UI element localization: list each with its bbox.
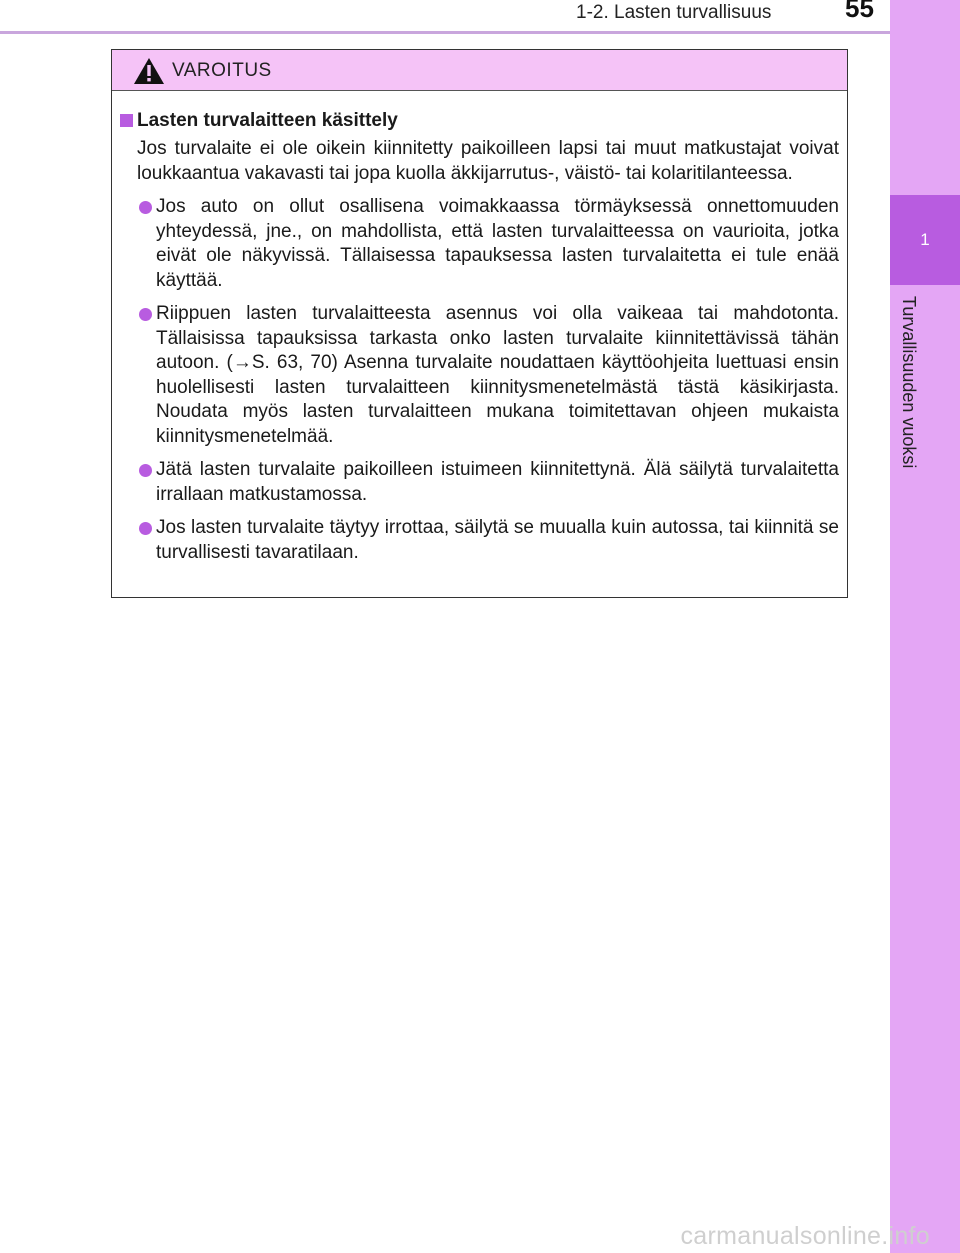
bullet-dot-icon: [139, 522, 152, 535]
chapter-side-tab: [890, 0, 960, 1253]
warning-box: [111, 49, 848, 598]
list-item: [120, 516, 839, 565]
warning-header: [112, 50, 847, 91]
header-rule: [0, 31, 890, 34]
bullet-text: Jos lasten turvalaite täytyy irrottaa, säilytä se muualla kuin autossa, tai kiinnitä se turvallisesti tavaratilaan.: [156, 517, 839, 563]
warning-intro: Jos turvalaite ei ole oikein kiinnitetty paikoilleen lapsi tai muut matkustajat voivat loukkaantua vakavasti tai jopa kuolla äkkijarrutus-, väistö- tai kolaritilanteessa.: [137, 138, 839, 184]
chapter-number: 1: [920, 230, 930, 249]
list-item: [120, 195, 839, 293]
warning-title: VAROITUS: [172, 60, 272, 81]
list-item: [120, 302, 839, 449]
list-item: [120, 458, 839, 507]
bullet-text: Riippuen lasten turvalaitteesta asennus voi olla vaikeaa tai mahdotonta. Tällaisissa tapauksissa tarkasta onko lasten turvalaite kiinnitettävissä tähän autoon. (→S. 63, 70) Asenna turvalaite noudattaen käyttöohjeita luettuasi ensin huolellisesti lasten turvalaitteen kiinnitysmenetelmästä tästä käsikirjasta. Noudata myös lasten turvalaitteen mukana toimitettavan ohjeen mukaista kiinnitysmenetelmää.: [156, 303, 839, 447]
bullet-dot-icon: [139, 464, 152, 477]
bullet-text: Jätä lasten turvalaite paikoilleen istuimeen kiinnitettynä. Älä säilytä turvalaitetta irrallaan matkustamossa.: [156, 459, 839, 505]
watermark: carmanualsonline.info: [680, 1222, 930, 1250]
page-number: 55: [845, 0, 874, 23]
bullet-text: Jos auto on ollut osallisena voimakkaassa törmäyksessä onnettomuuden yhteydessä, jne., on mahdollista, että lasten turvalaitteessa on vaurioita, jotka eivät ole näkyvissä. Tällaisessa tapauksessa lasten turvalaitetta ei tule enää käyttää.: [156, 196, 839, 291]
chapter-marker: [890, 195, 960, 285]
warning-triangle-icon: [132, 56, 166, 86]
chapter-label: Turvallisuuden vuoksi: [899, 296, 919, 469]
warning-subheading: Lasten turvalaitteen käsittely: [120, 109, 839, 133]
section-title: 1-2. Lasten turvallisuus: [576, 2, 772, 23]
bullet-dot-icon: [139, 201, 152, 214]
bullet-dot-icon: [139, 308, 152, 321]
warning-body: [112, 109, 847, 565]
